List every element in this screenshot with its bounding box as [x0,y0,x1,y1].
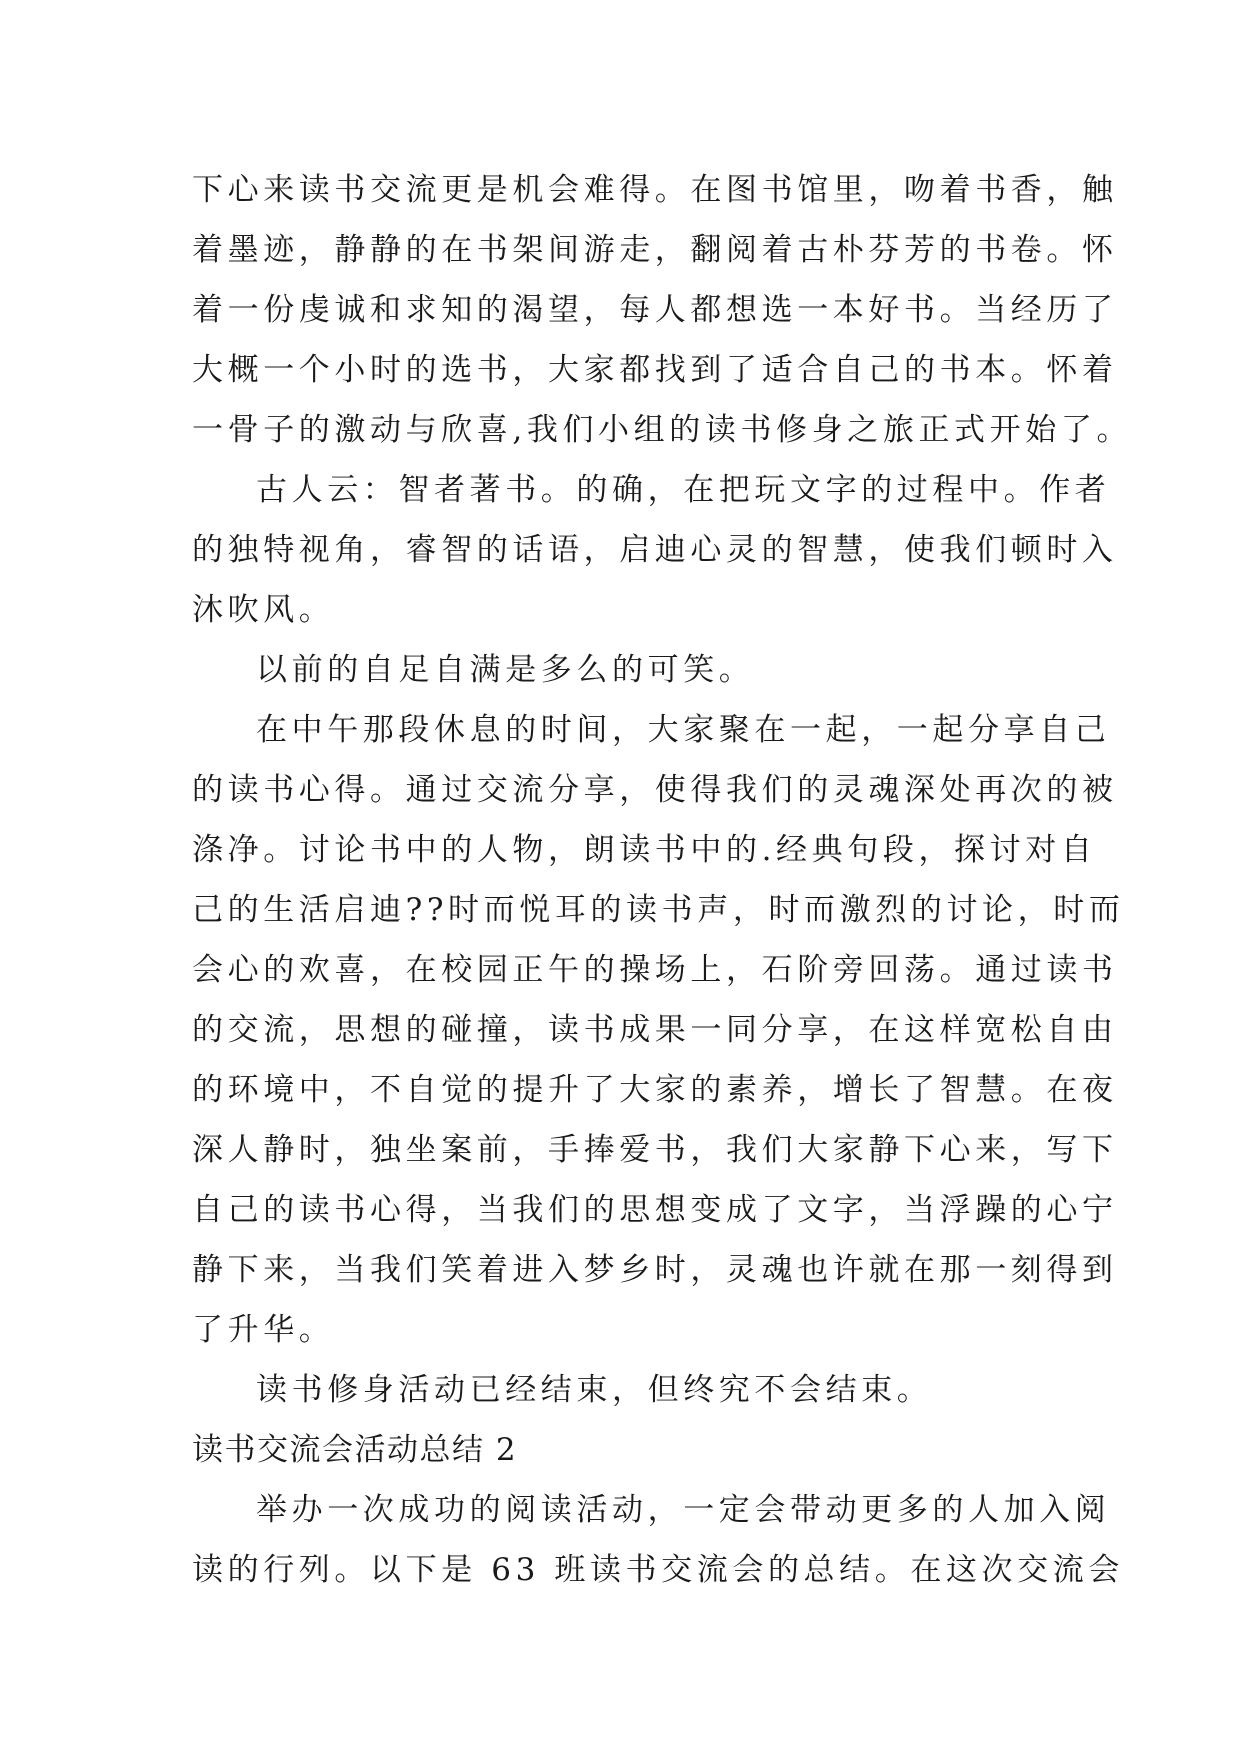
paragraph-start-line: 读书修身活动已经结束，但终究不会结束。 [256,1372,933,1408]
text-line: 着墨迹，静静的在书架间游走，翻阅着古朴芬芳的书卷。怀 [192,232,1118,268]
section-heading: 读书交流会活动总结 2 [192,1432,518,1468]
text-line: 的独特视角，睿智的话语，启迪心灵的智慧，使我们顿时入 [192,532,1118,568]
text-line: 己的生活启迪??时而悦耳的读书声，时而激烈的讨论，时而 [192,892,1125,928]
paragraph-start-line: 古人云：智者著书。的确，在把玩文字的过程中。作者 [256,472,1111,508]
text-line: 大概一个小时的选书，大家都找到了适合自己的书本。怀着 [192,352,1118,388]
text-line: 一骨子的激动与欣喜,我们小组的读书修身之旅正式开始了。 [192,412,1133,448]
text-line: 沐吹风。 [192,592,335,628]
text-line: 静下来，当我们笑着进入梦乡时，灵魂也许就在那一刻得到 [192,1252,1118,1288]
text-line: 自己的读书心得，当我们的思想变成了文字，当浮躁的心宁 [192,1192,1118,1228]
text-line: 下心来读书交流更是机会难得。在图书馆里，吻着书香，触 [192,172,1118,208]
text-line: 着一份虔诚和求知的渴望，每人都想选一本好书。当经历了 [192,292,1118,328]
paragraph-start-line: 举办一次成功的阅读活动，一定会带动更多的人加入阅 [256,1492,1111,1528]
text-line: 了升华。 [192,1312,335,1348]
paragraph-start-line: 在中午那段休息的时间，大家聚在一起，一起分享自己 [256,712,1111,748]
text-line: 的交流，思想的碰撞，读书成果一同分享，在这样宽松自由 [192,1012,1118,1048]
document-body [192,160,1133,1600]
text-line: 深人静时，独坐案前，手捧爱书，我们大家静下心来，写下 [192,1132,1118,1168]
text-line: 读的行列。以下是 63 班读书交流会的总结。在这次交流会 [192,1552,1124,1588]
text-line: 的读书心得。通过交流分享，使得我们的灵魂深处再次的被 [192,772,1118,808]
text-line: 涤净。讨论书中的人物，朗读书中的.经典句段，探讨对自 [192,832,1097,868]
text-line: 的环境中，不自觉的提升了大家的素养，增长了智慧。在夜 [192,1072,1118,1108]
paragraph-start-line: 以前的自足自满是多么的可笑。 [256,652,755,688]
text-line: 会心的欢喜，在校园正午的操场上，石阶旁回荡。通过读书 [192,952,1118,988]
